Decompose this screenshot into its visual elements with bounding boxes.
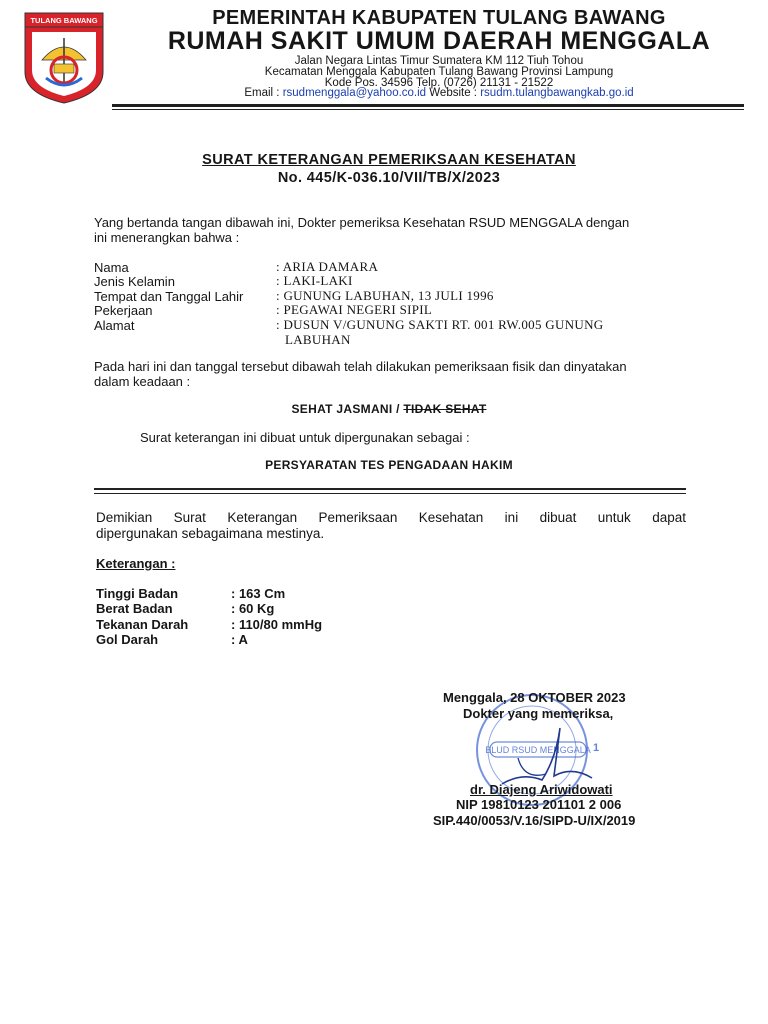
- intro-line-1: Yang bertanda tangan dibawah ini, Dokter pemeriksa Kesehatan RSUD MENGGALA dengan: [94, 215, 630, 230]
- identity-value-occupation: : PEGAWAI NEGERI SIPIL: [276, 302, 433, 317]
- email-link[interactable]: rsudmenggala@yahoo.co.id: [282, 87, 427, 99]
- signature-doctor-name: dr. Diajeng Ariwidowati: [470, 782, 613, 797]
- identity-value-address: : DUSUN V/GUNUNG SAKTI RT. 001 RW.005 GUNUNG: [276, 317, 604, 332]
- result-not-healthy-struck: TIDAK SEHAT: [403, 402, 487, 416]
- exam-line-2: dalam keadaan :: [94, 374, 191, 389]
- note-value-height: : 163 Cm: [231, 586, 286, 601]
- identity-value-birth: : GUNUNG LABUHAN, 13 JULI 1996: [276, 288, 494, 303]
- identity-value-name: : ARIA DAMARA: [276, 259, 379, 274]
- stamp-text: BLUD RSUD MENGGALA: [485, 745, 591, 755]
- separator-thin: [94, 493, 686, 494]
- logo-text: TULANG BAWANG: [30, 16, 98, 25]
- closing-line-1: Demikian Surat Keterangan Pemeriksaan Kesehatan ini dibuat untuk dapat: [96, 510, 686, 525]
- note-label-height: Tinggi Badan: [96, 586, 179, 601]
- note-value-weight: : 60 Kg: [231, 601, 275, 616]
- result-healthy: SEHAT JASMANI /: [291, 402, 404, 416]
- note-value-blood-pressure: : 110/80 mmHg: [231, 617, 323, 632]
- closing-line-2: dipergunakan sebagaimana mestinya.: [96, 526, 325, 541]
- identity-label-name: Nama: [94, 260, 129, 275]
- purpose-intro: Surat keterangan ini dibuat untuk dipergunakan sebagai :: [140, 430, 470, 445]
- identity-label-address: Alamat: [94, 318, 135, 333]
- stamp-number: 1: [592, 742, 600, 754]
- identity-label-birth: Tempat dan Tanggal Lahir: [94, 289, 244, 304]
- intro-line-2: ini menerangkan bahwa :: [94, 230, 240, 245]
- notes-heading: Keterangan :: [96, 556, 176, 571]
- letterhead-rule-thin: [112, 109, 744, 110]
- letterhead-rule-thick: [112, 104, 744, 107]
- website-label: Website :: [429, 87, 478, 99]
- signature-role: Dokter yang memeriksa,: [463, 706, 614, 721]
- identity-label-gender: Jenis Kelamin: [94, 274, 175, 289]
- signature-place-date: Menggala, 28 OKTOBER 2023: [443, 690, 626, 705]
- exam-result: [0, 402, 768, 416]
- letterhead-address-1: Jalan Negara Lintas Timur Sumatera KM 112 Tiuh Tohou: [294, 55, 584, 67]
- document-title: SURAT KETERANGAN PEMERIKSAAN KESEHATAN: [202, 152, 576, 168]
- identity-value-address-cont: LABUHAN: [285, 332, 351, 347]
- letterhead-hospital-name: RUMAH SAKIT UMUM DAERAH MENGGALA: [167, 27, 711, 55]
- note-value-blood-type: : A: [231, 632, 248, 647]
- letterhead-contact: [110, 87, 768, 99]
- separator-thick: [94, 488, 686, 490]
- letterhead-address-2: Kecamatan Menggala Kabupaten Tulang Bawang Provinsi Lampung: [264, 66, 614, 78]
- signature-nip: NIP 19810123 201101 2 006: [456, 797, 622, 812]
- note-label-blood-type: Gol Darah: [96, 632, 159, 647]
- exam-line-1: Pada hari ini dan tanggal tersebut dibawah telah dilakukan pemeriksaan fisik dan dinyatakan: [94, 359, 627, 374]
- website-link[interactable]: rsudm.tulangbawangkab.go.id: [480, 87, 634, 99]
- identity-label-occupation: Pekerjaan: [94, 303, 153, 318]
- note-label-weight: Berat Badan: [96, 601, 173, 616]
- letterhead-address-3: Kode Pos. 34596 Telp. (0726) 21131 - 21522: [324, 77, 554, 89]
- signature-sip: SIP.440/0053/V.16/SIPD-U/IX/2019: [433, 813, 636, 828]
- document-number: No. 445/K-036.10/VII/TB/X/2023: [277, 170, 501, 186]
- letterhead-government: PEMERINTAH KABUPATEN TULANG BAWANG: [212, 7, 666, 29]
- email-label: Email :: [244, 87, 280, 99]
- note-label-blood-pressure: Tekanan Darah: [96, 617, 189, 632]
- purpose: PERSYARATAN TES PENGADAAN HAKIM: [265, 458, 513, 472]
- regency-logo: [24, 12, 104, 104]
- identity-value-gender: : LAKI-LAKI: [276, 273, 353, 288]
